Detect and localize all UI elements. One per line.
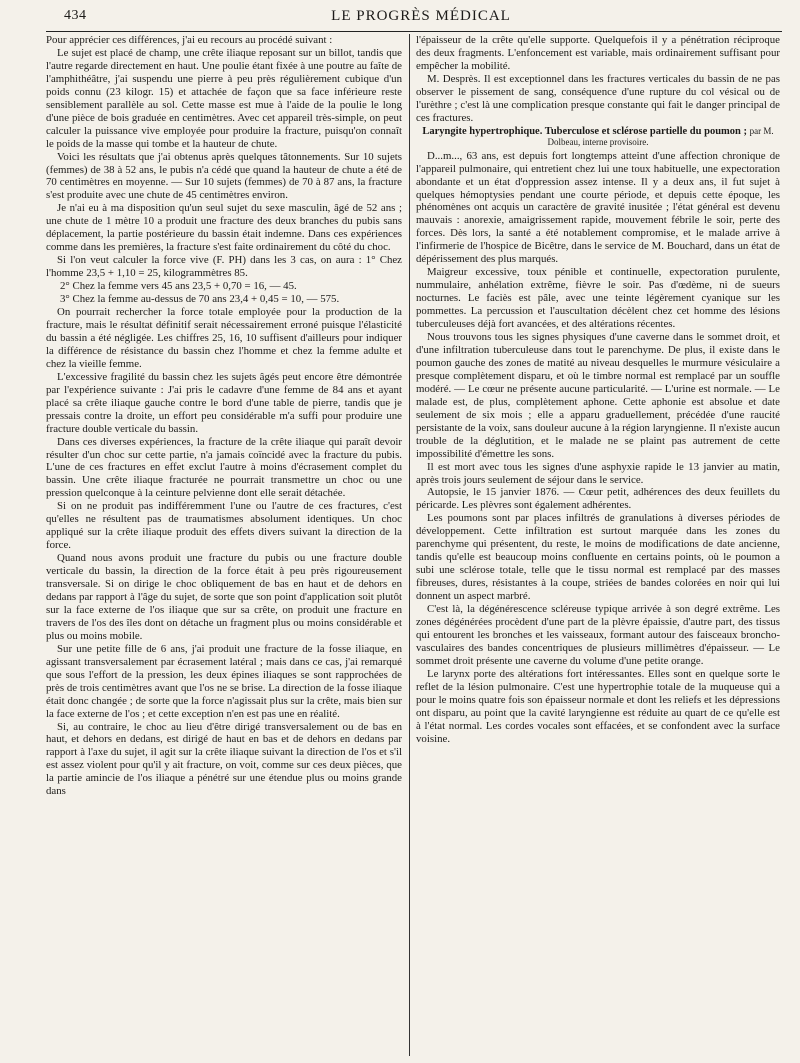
paragraph: C'est là, la dégénérescence scléreuse typique arrivée à son degré extrême. Les zones dégénérées procèdent d'une part de la plèvre épaissie, d'autre part, des tissus qui entourent les bronches et les vaisseaux, formant autour des faisceaux broncho-vasculaires des bandes concentriques de plusieurs millimètres d'épaisseur. — Le sommet droit présente une caverne du volume d'une petite orange. xyxy=(416,603,780,667)
paragraph: Si on ne produit pas indifféremment l'une ou l'autre de ces fractures, c'est qu'elles ne résultent pas de traumatismes absolument identiques. Un choc appliqué sur la crête iliaque produit des effets divers suivant la direction de la force. xyxy=(46,500,402,552)
paragraph: M. Desprès. Il est exceptionnel dans les fractures verticales du bassin de ne pas observer le pissement de sang, conséquence d'une rupture du col vésical ou de l'urèthre ; c'est là une complication presque constante qui fait le danger principal de ces fractures. xyxy=(416,72,780,124)
paragraph: Maigreur excessive, toux pénible et continuelle, expectoration purulente, nummulaire, anhélation extrême, fièvre le soir. Pas d'œdème, ni de sueurs nocturnes. Le faciès est pâle, avec une teinte légèrement cyanique sur les pommettes. La percussion et l'auscultation décèlent chez cet homme des lésions tuberculeuses déjà fort avancées, et des altérations récentes. xyxy=(416,266,780,331)
left-column xyxy=(46,34,402,798)
paragraph: Sur une petite fille de 6 ans, j'ai produit une fracture de la fosse iliaque, en agissant transversalement par écrasement latéral ; mais dans ce cas, j'ai remarqué que sous l'effort de la pression, les deux épines iliaques se sont rapprochées de près de trois centimètres avant que l'os ne se brise. La direction de la fosse iliaque était donc changée ; de sorte que la force n'agissait plus sur la crête, mais bien sur la face externe de l'os ; et cette exception n'en est pas une en réalité. xyxy=(46,642,402,720)
paragraph: D...m..., 63 ans, est depuis fort longtemps atteint d'une affection chronique de l'appareil pulmonaire, qui entretient chez lui une toux habituelle, une expectoration abondante et un état d'oppression assez intense. Il y a deux ans, il fut sujet à quelques hémoptysies pendant une courte période, et depuis cette époque, les phénomènes ont acquis un caractère de gravité inusitée ; l'état général est devenu mauvais : anorexie, amaigrissement rapide, mouvement fébrile le soir, perte des forces. Dès lors, la santé a été notablement compromise, et le malade arrive à l'infirmerie de l'hospice de Bicêtre, dans le service de M. Bouchard, dans un état de dépérissement des plus marqués. xyxy=(416,149,780,266)
paragraph: On pourrait rechercher la force totale employée pour la production de la fracture, mais le résultat définitif serait nécessairement erroné puisque l'élasticité du bassin a été négligée. Les chiffres 25, 16, 10 suffisent d'ailleurs pour indiquer la différence de résistance du bassin chez l'homme et chez la femme adulte et chez la vieille femme. xyxy=(46,306,402,370)
page-header xyxy=(64,6,778,26)
paragraph: Quand nous avons produit une fracture du pubis ou une fracture double verticale du bassin, la direction de la force était à peu près rigoureusement transversale. Si on dirige le choc obliquement de bas en haut et de dehors en dedans par rapport à l'âge du sujet, de sorte que son point d'application soit plutôt sur la face externe de l'os iliaque que sur sa crête, on produit une fracture en travers de l'os des îles dont on détache un fragment plus ou moins considérable et plus ou moins mobile. xyxy=(46,552,402,642)
paragraph: Je n'ai eu à ma disposition qu'un seul sujet du sexe masculin, âgé de 52 ans ; une chute de 1 mètre 10 a produit une fracture des deux branches du pubis sans déplacement, la partie postérieure du bassin était indemne. Dans ces expériences comme dans les premières, la fracture s'est faite ordinairement du côté du choc. xyxy=(46,202,402,254)
paragraph: Nous trouvons tous les signes physiques d'une caverne dans le sommet droit, et d'une infiltration tuberculeuse dans tout le parenchyme. De plus, il existe dans le poumon gauche des zones de matité au niveau desquelles le murmure vésiculaire a presque complètement disparu, et où le timbre normal est remplacé par un souffle modéré. — Le cœur ne présente aucune particularité. — L'urine est normale. — Le malade est, de plus, complètement aphone. Cette aphonie est absolue et date seulement de six mois ; elle a apparu graduellement, précédée d'une raucité persistante de la voix, sans douleur aucune à la région laryngienne. Il n'existe aucun trouble de la déglutition, et le malade ne se plaint pas autrement de cette impossibilité d'émettre les sons. xyxy=(416,331,780,460)
journal-title: LE PROGRÈS MÉDICAL xyxy=(331,8,511,24)
paragraph: Si, au contraire, le choc au lieu d'être dirigé transversalement ou de bas en haut, et dehors en dedans, est dirigé de haut en bas et de dehors en dedans par rapport à l'axe du sujet, il agit sur la crête iliaque suivant la direction de l'os et s'il est assez violent pour qu'il y ait fracture, on voit, comme sur ces deux pièces, que la partie amincie de l'os iliaque a pénétré sur une étendue plus ou moins grande dans xyxy=(46,720,402,798)
article-byline: par M. Dolbeau, interne provisoire. xyxy=(547,125,774,148)
paragraph: Les poumons sont par places infiltrés de granulations à diverses périodes de développement. Cette infiltration est surtout marquée dans les zones du parenchyme qui présentent, du reste, le moins de modifications de date ancienne, tandis qu'elle est beaucoup moins confluente en certains points, où le poumon a subi une sclérose totale, telle que le tissu normal est remplacé par des masses fibreuses, dures, résistantes à la coupe, striées de bandes colorées en noir qui lui donnent un aspect marbré. xyxy=(416,512,780,603)
article-heading xyxy=(416,126,780,149)
paragraph: Voici les résultats que j'ai obtenus après quelques tâtonnements. Sur 10 sujets (femmes) de 38 à 52 ans, le pubis n'a cédé que quand la hauteur de chute a été de 70 centimètres en moyenne. — Sur 10 sujets (femmes) de 70 à 87 ans, la fracture s'est produite avec une chute de 45 centimètres environ. xyxy=(46,150,402,202)
paragraph: Le sujet est placé de champ, une crête iliaque reposant sur un billot, tandis que l'autre regarde directement en haut. Une poulie étant fixée à une poutre au faîte de l'amphithéâtre, j'ai suspendu une pierre à peu près régulièrement cubique d'un poids connu (23 kilogr. 15) et attachée de façon que sa face inférieure reste sensiblement parallèle au sol. Cette masse est mue à l'aide de la poulie le long d'une pièce de bois graduée en centimètres. Avec cet appareil très-simple, on peut calculer la puissance vive employée pour produire la fracture, puisqu'on connaît le poids de la masse qui tombe et la hauteur de chute. xyxy=(46,46,402,150)
column-divider xyxy=(409,34,410,1056)
paragraph: Il est mort avec tous les signes d'une asphyxie rapide le 13 janvier au matin, après trois jours seulement de séjour dans le service. xyxy=(416,460,780,486)
right-column xyxy=(416,34,780,746)
paragraph: Dans ces diverses expériences, la fracture de la crête iliaque qui paraît devoir résulter d'un choc sur cette partie, n'a jamais coïncidé avec la fracture du pubis. L'une de ces fractures en effet exclut l'autre à moins d'écrasement complet du bassin. Une crête iliaque fracturée ne pourrait transmettre un choc ou une pression quelconque à la ceinture pelvienne dont elle serait détachée. xyxy=(46,435,402,500)
page-number: 434 xyxy=(64,8,87,23)
formula-line: 3° Chez la femme au-dessus de 70 ans 23,4 + 0,45 = 10, — 575. xyxy=(60,293,340,306)
paragraph: Si l'on veut calculer la force vive (F. PH) dans les 3 cas, on aura : 1° Chez l'homme 23,5 + 1,10 = 25, kilogrammètres 85. xyxy=(46,254,402,280)
article-title: Laryngite hypertrophique. Tuberculose et sclérose partielle du poumon ; xyxy=(422,125,747,137)
paragraph: L'excessive fragilité du bassin chez les sujets âgés peut encore être démontrée par l'expérience suivante : J'ai pris le cadavre d'une femme de 84 ans et ayant placé sa crête iliaque gauche contre le bord d'une table de pierre, tandis que je pressais contre la droite, un effort peu considérable m'a suffi pour produire une fracture double verticale du bassin. xyxy=(46,370,402,435)
formula-line: 2° Chez la femme vers 45 ans 23,5 + 0,70 = 16, — 45. xyxy=(60,280,297,293)
paragraph: l'épaisseur de la crête qu'elle supporte. Quelquefois il y a pénétration réciproque des deux fragments. L'enfoncement est variable, mais ordinairement suffisant pour empêcher la mobilité. xyxy=(416,34,780,72)
paragraph: Pour apprécier ces différences, j'ai eu recours au procédé suivant : xyxy=(46,34,333,46)
paragraph: Autopsie, le 15 janvier 1876. — Cœur petit, adhérences des deux feuillets du péricarde. Les plèvres sont également adhérentes. xyxy=(416,486,780,512)
paragraph: Le larynx porte des altérations fort intéressantes. Elles sont en quelque sorte le reflet de la lésion pulmonaire. C'est une hypertrophie totale de la muqueuse qui a pour le moins quatre fois son épaisseur normale et dont les reliefs et les dépressions ont disparu, au point que la cavité laryngienne est réduite au quart de ce qu'elle est à l'état normal. Les cordes vocales sont effacées, et se confondent avec la surface voisine. xyxy=(416,667,780,745)
header-rule xyxy=(46,31,782,32)
